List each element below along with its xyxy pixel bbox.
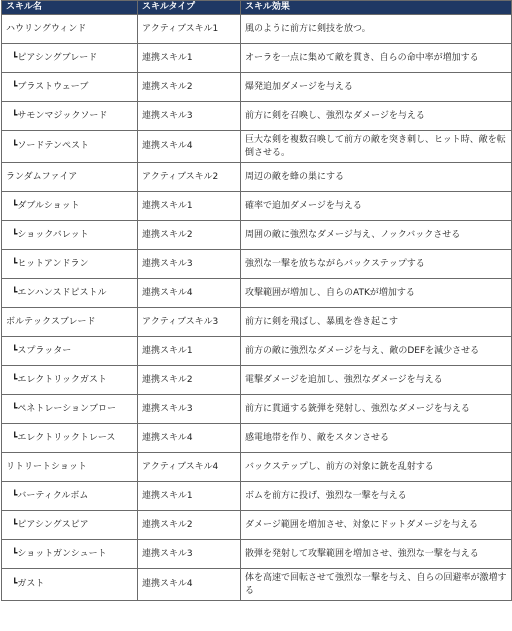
skill-name: ランダムファイア bbox=[2, 163, 138, 192]
table-row bbox=[2, 163, 512, 192]
table-row bbox=[2, 102, 512, 131]
skill-effect: 確率で追加ダメージを与える bbox=[241, 192, 512, 221]
header-skill-type: スキルタイプ bbox=[138, 1, 241, 15]
skill-effect: 前方に貫通する銃弾を発射し、強烈なダメージを与える bbox=[241, 395, 512, 424]
table-row bbox=[2, 308, 512, 337]
skill-name: ┗ショックバレット bbox=[2, 221, 138, 250]
skill-effect: 周囲の敵に強烈なダメージ与え、ノックバックさせる bbox=[241, 221, 512, 250]
skill-type: 連携スキル3 bbox=[138, 250, 241, 279]
table-header-row bbox=[2, 1, 512, 15]
skill-effect: バックステップし、前方の対象に銃を乱射する bbox=[241, 453, 512, 482]
skill-name: ┗バーティクルボム bbox=[2, 482, 138, 511]
skill-effect: 風のように前方に剣技を放つ。 bbox=[241, 15, 512, 44]
skill-name: ┗エンハンスドピストル bbox=[2, 279, 138, 308]
table-row bbox=[2, 131, 512, 163]
skill-effect: 散弾を発射して攻撃範囲を増加させ、強烈な一撃を与える bbox=[241, 540, 512, 569]
skill-effect: 感電地帯を作り、敵をスタンさせる bbox=[241, 424, 512, 453]
skill-name: ハウリングウィンド bbox=[2, 15, 138, 44]
skill-type: 連携スキル1 bbox=[138, 482, 241, 511]
table-row bbox=[2, 540, 512, 569]
skill-name: ┗ヒットアンドラン bbox=[2, 250, 138, 279]
table-row bbox=[2, 44, 512, 73]
skill-table bbox=[1, 0, 512, 601]
skill-name: ┗ピアシングスピア bbox=[2, 511, 138, 540]
skill-type: 連携スキル1 bbox=[138, 44, 241, 73]
table-row bbox=[2, 395, 512, 424]
table-row bbox=[2, 279, 512, 308]
skill-effect: 前方に剣を飛ばし、暴風を巻き起こす bbox=[241, 308, 512, 337]
table-row bbox=[2, 15, 512, 44]
skill-type: 連携スキル3 bbox=[138, 102, 241, 131]
skill-name: ┗サモンマジックソード bbox=[2, 102, 138, 131]
skill-effect: ダメージ範囲を増加させ、対象にドットダメージを与える bbox=[241, 511, 512, 540]
skill-name: ┗ソードテンペスト bbox=[2, 131, 138, 163]
table-row bbox=[2, 192, 512, 221]
table-row bbox=[2, 424, 512, 453]
skill-effect: ボムを前方に投げ、強烈な一撃を与える bbox=[241, 482, 512, 511]
skill-name: リトリートショット bbox=[2, 453, 138, 482]
table-row bbox=[2, 453, 512, 482]
skill-name: ┗ダブルショット bbox=[2, 192, 138, 221]
skill-type: アクティブスキル4 bbox=[138, 453, 241, 482]
skill-type: アクティブスキル1 bbox=[138, 15, 241, 44]
table-row bbox=[2, 511, 512, 540]
skill-effect: 強烈な一撃を放ちながらバックステップする bbox=[241, 250, 512, 279]
skill-name: ┗ピアシングブレード bbox=[2, 44, 138, 73]
skill-effect: オーラを一点に集めて敵を貫き、自らの命中率が増加する bbox=[241, 44, 512, 73]
skill-effect: 体を高速で回転させて強烈な一撃を与え、自らの回避率が激増する bbox=[241, 569, 512, 601]
table-row bbox=[2, 337, 512, 366]
table-row bbox=[2, 366, 512, 395]
skill-type: 連携スキル2 bbox=[138, 511, 241, 540]
skill-effect: 周辺の敵を蜂の巣にする bbox=[241, 163, 512, 192]
skill-effect: 前方の敵に強烈なダメージを与え、敵のDEFを減少させる bbox=[241, 337, 512, 366]
skill-type: 連携スキル4 bbox=[138, 424, 241, 453]
skill-name: ボルテックスブレード bbox=[2, 308, 138, 337]
skill-effect: 巨大な剣を複数召喚して前方の敵を突き刺し、ヒット時、敵を転倒させる。 bbox=[241, 131, 512, 163]
skill-type: アクティブスキル2 bbox=[138, 163, 241, 192]
skill-name: ┗ペネトレーションブロー bbox=[2, 395, 138, 424]
skill-type: 連携スキル2 bbox=[138, 221, 241, 250]
skill-effect: 爆発追加ダメージを与える bbox=[241, 73, 512, 102]
table-row bbox=[2, 250, 512, 279]
header-skill-effect: スキル効果 bbox=[241, 1, 512, 15]
skill-type: アクティブスキル3 bbox=[138, 308, 241, 337]
skill-type: 連携スキル4 bbox=[138, 279, 241, 308]
table-row bbox=[2, 73, 512, 102]
skill-type: 連携スキル2 bbox=[138, 73, 241, 102]
skill-type: 連携スキル4 bbox=[138, 569, 241, 601]
skill-effect: 電撃ダメージを追加し、強烈なダメージを与える bbox=[241, 366, 512, 395]
skill-name: ┗ガスト bbox=[2, 569, 138, 601]
table-row bbox=[2, 482, 512, 511]
table-row bbox=[2, 221, 512, 250]
skill-type: 連携スキル3 bbox=[138, 540, 241, 569]
skill-effect: 前方に剣を召喚し、強烈なダメージを与える bbox=[241, 102, 512, 131]
skill-type: 連携スキル3 bbox=[138, 395, 241, 424]
skill-type: 連携スキル2 bbox=[138, 366, 241, 395]
header-skill-name: スキル名 bbox=[2, 1, 138, 15]
table-row bbox=[2, 569, 512, 601]
skill-type: 連携スキル4 bbox=[138, 131, 241, 163]
skill-type: 連携スキル1 bbox=[138, 337, 241, 366]
skill-name: ┗ショットガンシュート bbox=[2, 540, 138, 569]
skill-name: ┗スプラッター bbox=[2, 337, 138, 366]
skill-name: ┗ブラストウェーブ bbox=[2, 73, 138, 102]
skill-name: ┗エレクトリックトレース bbox=[2, 424, 138, 453]
skill-name: ┗エレクトリックガスト bbox=[2, 366, 138, 395]
skill-type: 連携スキル1 bbox=[138, 192, 241, 221]
skill-effect: 攻撃範囲が増加し、自らのATKが増加する bbox=[241, 279, 512, 308]
